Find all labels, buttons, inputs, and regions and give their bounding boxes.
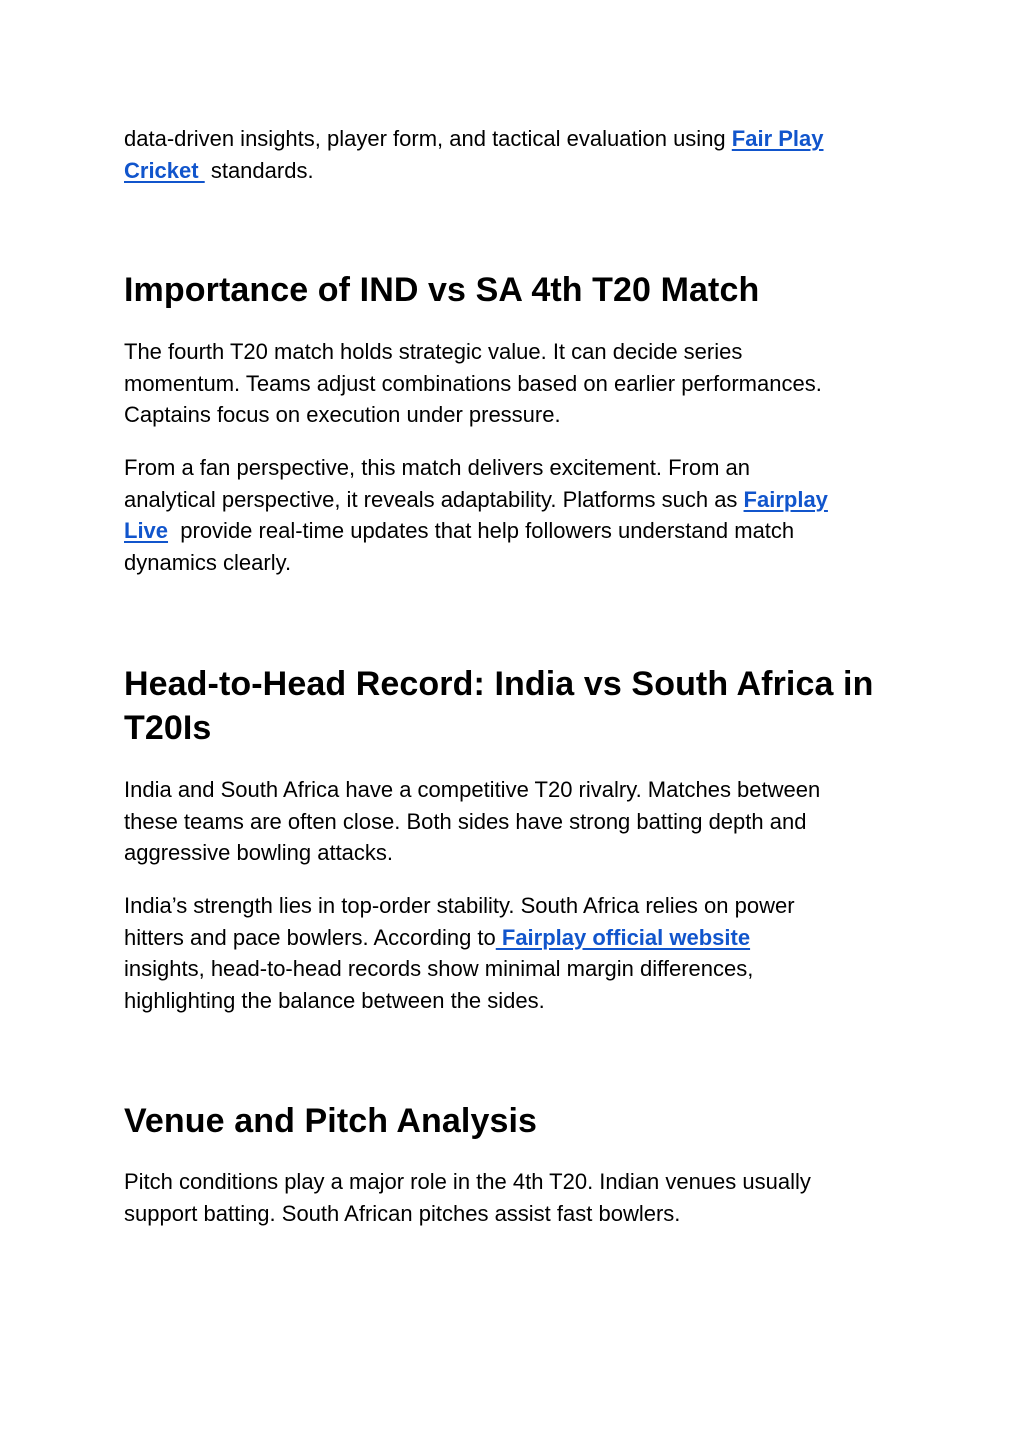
text-line: India’s strength lies in top-order stability. South Africa relies on power: [124, 893, 795, 918]
text-segment: hitters and pace bowlers. According to: [124, 924, 496, 950]
venue-paragraph: [124, 1166, 904, 1229]
text-line: insights, head-to-head records show minimal margin differences,: [124, 956, 754, 981]
head-to-head-paragraph-1: [124, 774, 904, 869]
venue-heading: Venue and Pitch Analysis: [124, 1102, 538, 1140]
text-line: Pitch conditions play a major role in the 4th T20. Indian venues usually: [124, 1169, 811, 1194]
text-line: momentum. Teams adjust combinations based on earlier performances.: [124, 370, 822, 396]
heading-line: Head-to-Head Record: India vs South Africa in: [124, 665, 874, 703]
fairplay-live-link-cont[interactable]: Live: [124, 518, 169, 543]
text-line: support batting. South African pitches assist fast bowlers.: [124, 1200, 681, 1226]
intro-paragraph: [124, 123, 904, 186]
importance-paragraph-2: [124, 452, 904, 578]
text-segment: provide real-time updates that help followers understand match: [168, 518, 795, 543]
intro-text-end: standards.: [204, 157, 314, 183]
text-line: The fourth T20 match holds strategic value. It can decide series: [124, 339, 743, 364]
text-line: highlighting the balance between the sides.: [124, 987, 545, 1013]
intro-line-2: [124, 155, 904, 187]
text-line: Captains focus on execution under pressure.: [124, 402, 561, 427]
intro-line-1: [124, 123, 904, 155]
intro-text: data-driven insights, player form, and tactical evaluation using: [124, 126, 732, 151]
text-line: India and South Africa have a competitive T20 rivalry. Matches between: [124, 777, 821, 802]
importance-heading: Importance of IND vs SA 4th T20 Match: [124, 271, 760, 309]
text-segment: analytical perspective, it reveals adaptability. Platforms such as: [124, 486, 744, 512]
importance-paragraph-1: [124, 336, 904, 431]
text-line: aggressive bowling attacks.: [124, 840, 394, 865]
head-to-head-paragraph-2: [124, 890, 904, 1016]
text-line-with-link: [124, 515, 904, 547]
text-line-with-link: [124, 484, 904, 516]
text-line: From a fan perspective, this match delivers excitement. From an: [124, 455, 751, 480]
fair-play-cricket-link-cont[interactable]: Cricket: [124, 157, 205, 183]
text-line: dynamics clearly.: [124, 549, 292, 575]
fairplay-official-website-link[interactable]: Fairplay official website: [495, 924, 751, 950]
heading-line: T20Is: [124, 709, 212, 747]
fair-play-cricket-link[interactable]: Fair Play: [731, 126, 824, 151]
text-line: these teams are often close. Both sides have strong batting depth and: [124, 808, 807, 834]
head-to-head-heading: [124, 662, 914, 750]
fairplay-live-link[interactable]: Fairplay: [743, 486, 828, 512]
text-line-with-link: [124, 922, 904, 954]
